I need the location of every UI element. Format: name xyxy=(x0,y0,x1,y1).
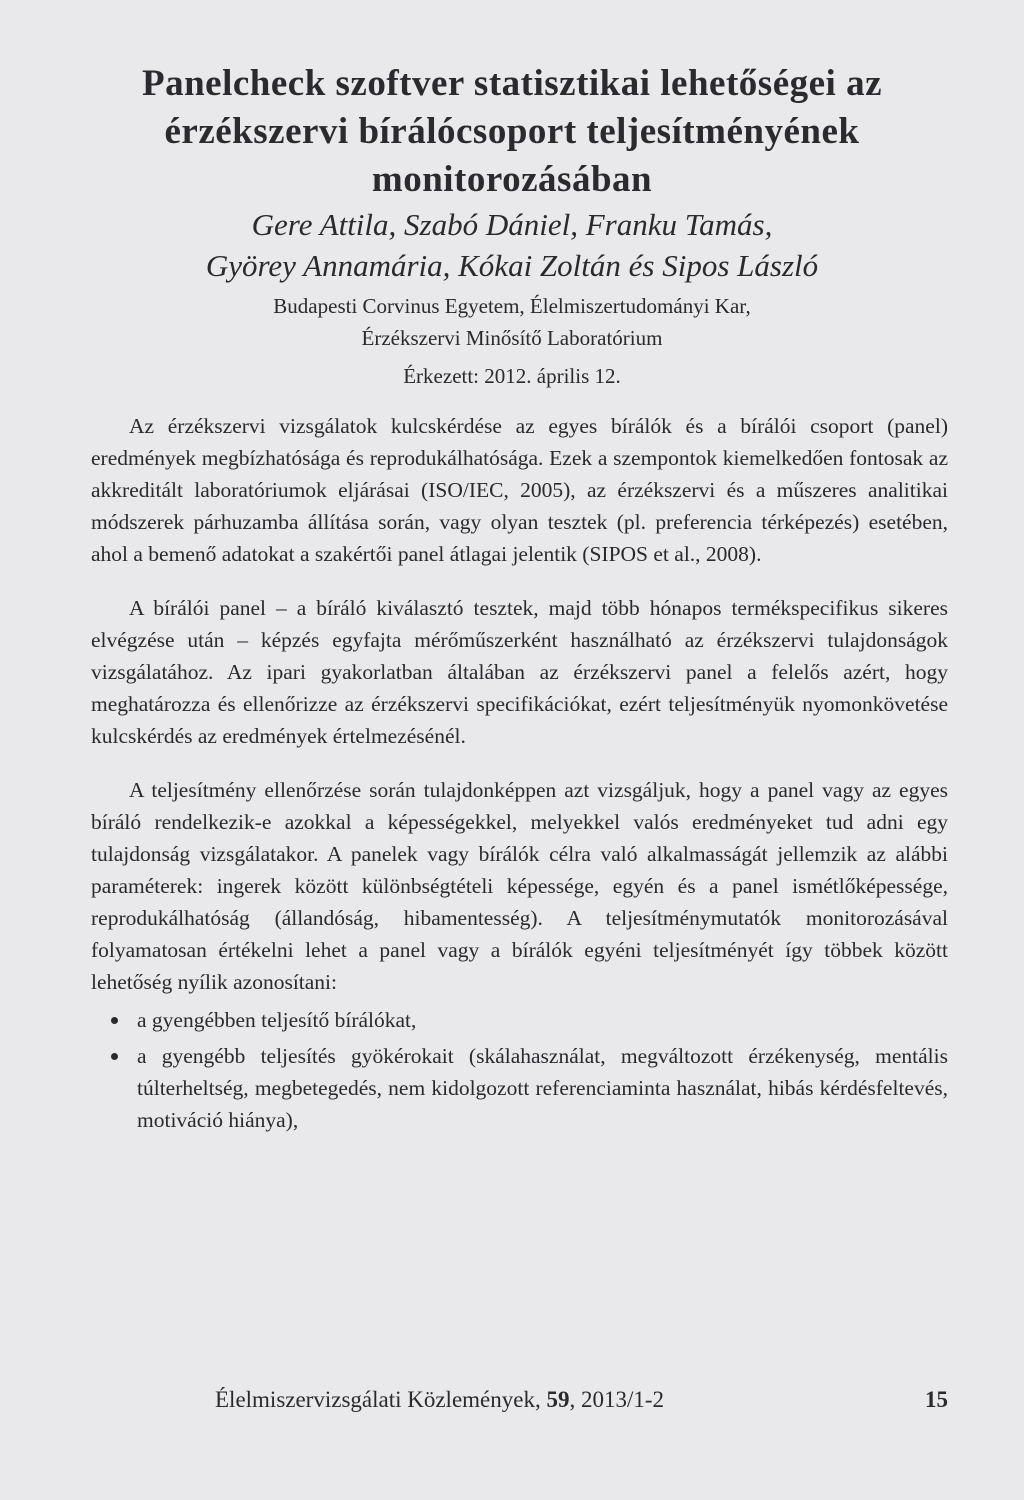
affiliation-line: Budapesti Corvinus Egyetem, Élelmiszertudományi Kar, xyxy=(273,294,751,318)
title-line: monitorozásában xyxy=(371,159,653,200)
title-line: Panelcheck szoftver statisztikai lehetőségei az xyxy=(141,63,882,104)
list-item xyxy=(91,1040,948,1136)
affiliation-line: Érzékszervi Minősítő Laboratórium xyxy=(361,326,663,350)
paragraph: A teljesítmény ellenőrzése során tulajdonképpen azt vizsgáljuk, hogy a panel vagy az egyes bíráló rendelkezik-e azokkal a képességekkel, melyekkel valós eredményeket tud adni egy tulajdonság vizsgálatakor. A panelek vagy bírálók célra való alkalmasságát jellemzik az alábbi paraméterek: ingerek között különbségtételi képessége, egyén és a panel ismétlőképessége, reprodukálhatóság (állandóság, hibamentesség). A teljesítménymutatók monitorozásával folyamatosan értékelni lehet a panel vagy a bírálók egyéni teljesítményét így többek között lehetőség nyílik azonosítani: xyxy=(91,778,948,994)
title-line: érzékszervi bírálócsoport teljesítményének xyxy=(164,111,860,152)
article-body xyxy=(91,410,948,1140)
bullet-icon xyxy=(111,1017,118,1024)
paragraph: A bírálói panel – a bíráló kiválasztó tesztek, majd több hónapos termékspecifikus sikeres elvégzése után – képzés egyfajta mérőműszerként használható az érzékszervi tulajdonságok vizsgálatához. Az ipari gyakorlatban általában az érzékszervi panel a felelős azért, hogy meghatározza és ellenőrizze az érzékszervi specifikációkat, ezért teljesítményük nyomonkövetése kulcskérdés az eredmények értelmezésénél. xyxy=(91,596,948,748)
journal-name: Élelmiszervizsgálati Közlemények, xyxy=(215,1387,547,1412)
received-date: Érkezett: 2012. április 12. xyxy=(403,364,621,388)
journal-volume: 59 xyxy=(546,1387,570,1412)
author-line: Györey Annamária, Kókai Zoltán és Sipos László xyxy=(205,248,819,283)
paragraph: Az érzékszervi vizsgálatok kulcskérdése az egyes bírálók és a bírálói csoport (panel) eredmények megbízhatósága és reprodukálhatósága. Ezek a szempontok kiemelkedően fontosak az akkreditált laboratóriumok eljárásai (ISO/IEC, 2005), az érzékszervi és a műszeres analitikai módszerek párhuzamba állítása során, vagy olyan tesztek (pl. preferencia térképezés) esetében, ahol a bemenő adatokat a szakértői panel átlagai jelentik (SIPOS et al., 2008). xyxy=(91,414,948,566)
journal-issue: , 2013/1-2 xyxy=(569,1387,665,1412)
page-footer xyxy=(215,1384,950,1416)
bullet-list xyxy=(91,1004,948,1136)
author-list xyxy=(70,204,954,286)
list-item-text: a gyengébb teljesítés gyökérokait (skálahasználat, megváltozott érzékenység, mentális túlterheltség, megbetegedés, nem kidolgozott referenciaminta használat, hibás kérdésfeltevés, motiváció hiánya), xyxy=(137,1044,948,1132)
article-title xyxy=(70,60,954,204)
page-number: 15 xyxy=(925,1387,948,1412)
list-item xyxy=(91,1004,948,1036)
author-line: Gere Attila, Szabó Dániel, Franku Tamás, xyxy=(251,207,773,242)
list-item-text: a gyengébben teljesítő bírálókat, xyxy=(137,1008,417,1032)
affiliation xyxy=(70,290,954,392)
journal-citation xyxy=(215,1387,664,1412)
bullet-icon xyxy=(111,1053,118,1060)
